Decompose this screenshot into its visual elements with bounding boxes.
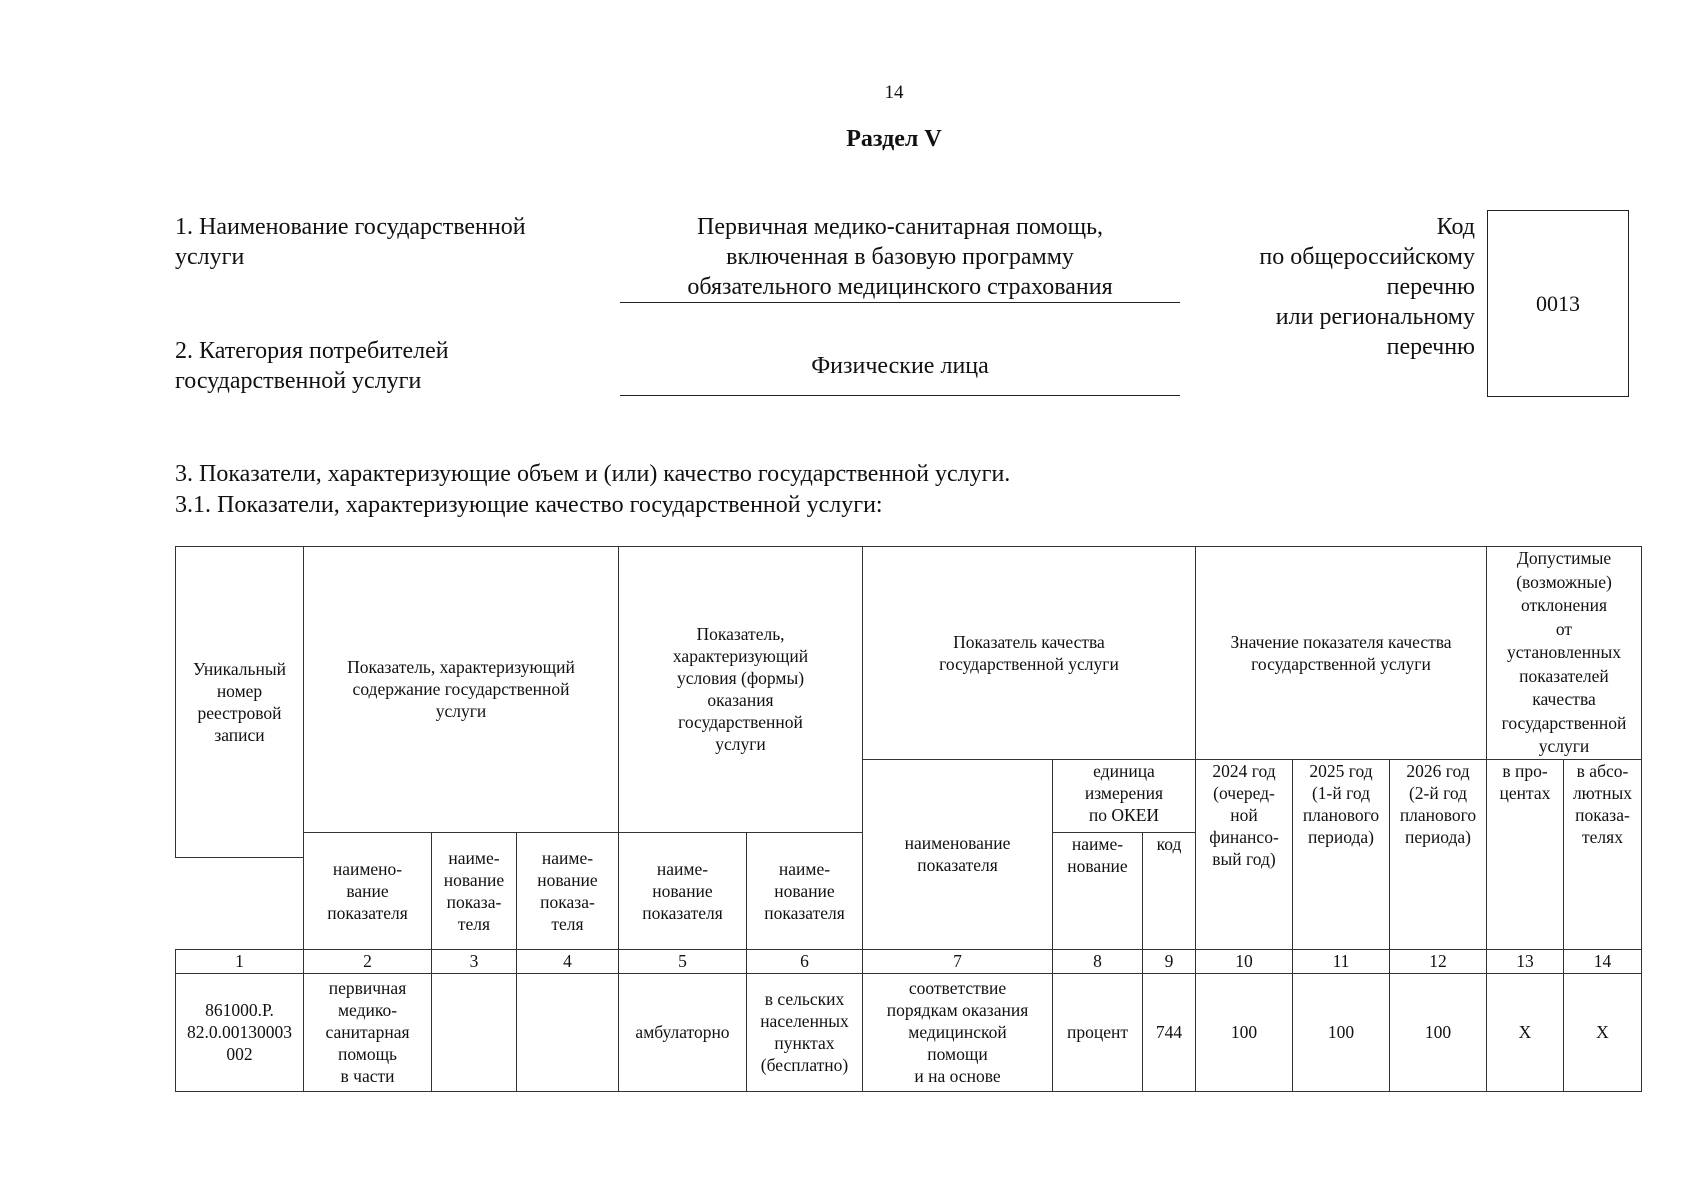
column-number: 13 xyxy=(1487,949,1564,973)
cell-text-line: вание xyxy=(346,880,389,901)
header-quality-value xyxy=(1196,547,1487,760)
cell-text-line: и на основе xyxy=(914,1066,1001,1086)
cell-text-line: санитарная xyxy=(325,1022,410,1042)
cell-text-line: услуги xyxy=(1538,736,1590,756)
header-year-2025 xyxy=(1293,759,1390,949)
cell-text-line: показа- xyxy=(540,891,595,912)
cell-text-line: Показатель, характеризующий xyxy=(347,657,575,678)
conditions-form-cell: амбулаторно xyxy=(619,973,747,1091)
column-number: 4 xyxy=(517,949,619,973)
cell-text-line: медицинской xyxy=(908,1022,1007,1042)
cell-text-line: порядкам оказания xyxy=(886,1000,1029,1020)
unit-name-cell: процент xyxy=(1053,973,1143,1091)
cell-text-line: единица xyxy=(1093,760,1155,781)
quality-indicator-name-cell xyxy=(863,973,1053,1091)
cell-text-line: оказания xyxy=(707,690,774,711)
cell-text-line: номер xyxy=(216,680,263,701)
label-line: услуги xyxy=(175,244,245,270)
header-sub-col4 xyxy=(517,832,619,949)
header-okei-code: код xyxy=(1143,832,1196,949)
header-in-percent xyxy=(1487,759,1564,949)
value-2025-cell: 100 xyxy=(1293,973,1390,1091)
cell-text-line: соответствие xyxy=(908,978,1007,998)
value-2024-cell: 100 xyxy=(1196,973,1293,1091)
indicators-subheading: 3.1. Показатели, характеризующие качество государственной услуги: xyxy=(175,492,883,518)
header-year-2024 xyxy=(1196,759,1293,949)
header-sub-col6 xyxy=(747,832,863,949)
cell-text-line: первичная xyxy=(328,978,407,998)
quality-indicators-table xyxy=(175,546,1642,1092)
cell-text-line: содержание государственной xyxy=(352,679,570,700)
cell-text-line: условия (формы) xyxy=(676,668,805,689)
table-row xyxy=(176,973,1642,1091)
registry-number-cell xyxy=(176,973,304,1091)
cell-text-line: государственной услуги xyxy=(1251,653,1431,674)
cell-text-line: в абсо- xyxy=(1576,760,1629,781)
cell-text-line: наимено- xyxy=(332,858,403,879)
column-number: 7 xyxy=(863,949,1053,973)
header-in-absolute xyxy=(1564,759,1642,949)
consumer-category-value: Физические лица xyxy=(811,353,989,379)
cell-text-line: государственной xyxy=(678,712,803,733)
code-label-line: Код xyxy=(1436,214,1475,240)
cell-text-line: (возможные) xyxy=(1516,571,1612,592)
column-number: 9 xyxy=(1143,949,1196,973)
cell-text-line: медико- xyxy=(337,1000,398,1020)
cell-text-line: (бесплатно) xyxy=(760,1055,849,1075)
cell-text-line: помощь xyxy=(337,1044,398,1064)
cell-text-line: телях xyxy=(1582,826,1623,847)
cell-text-line: наиме- xyxy=(778,858,831,879)
header-sub-col3 xyxy=(432,832,517,949)
cell-text-line: услуги xyxy=(435,701,487,722)
cell-text-line: в части xyxy=(340,1066,395,1086)
header-year-2026 xyxy=(1390,759,1487,949)
code-box xyxy=(1487,210,1629,397)
label-line: государственной услуги xyxy=(175,368,422,394)
header-quality-indicator xyxy=(863,547,1196,760)
value-line: Первичная медико-санитарная помощь, xyxy=(696,214,1104,240)
header-conditions-indicator xyxy=(619,547,863,833)
cell-text-line: 82.0.00130003 xyxy=(187,1022,292,1042)
cell-text-line: Показатель качества xyxy=(953,631,1105,652)
unit-code-cell: 744 xyxy=(1143,973,1196,1091)
cell-text-line: центах xyxy=(1499,782,1551,803)
header-okei-name xyxy=(1053,832,1143,949)
cell-text-line: наиме- xyxy=(448,847,500,868)
header-okei-unit xyxy=(1053,759,1196,832)
cell-text-line: периода) xyxy=(1405,826,1471,847)
section-title: Раздел V xyxy=(846,126,942,152)
cell-text-line: показателя xyxy=(764,902,845,923)
cell-text-line: (1-й год xyxy=(1311,782,1371,803)
column-number: 11 xyxy=(1293,949,1390,973)
header-unique-number xyxy=(176,547,304,858)
code-label-line: перечню xyxy=(1386,334,1475,360)
consumer-category-label xyxy=(175,336,595,396)
cell-text-line: 2024 год xyxy=(1212,760,1276,781)
cell-text-line: показа- xyxy=(446,891,502,912)
cell-text-line: нование xyxy=(774,880,835,901)
column-number: 1 xyxy=(176,949,304,973)
cell-text-line: услуги xyxy=(715,734,766,755)
deviation-percent-cell: X xyxy=(1487,973,1564,1091)
deviation-absolute-cell: X xyxy=(1564,973,1642,1091)
code-label xyxy=(1180,212,1475,362)
cell-text-line: реестровой xyxy=(197,702,282,723)
cell-text-line: (очеред- xyxy=(1213,782,1275,803)
cell-text-line: наиме- xyxy=(541,847,594,868)
label-line: 1. Наименование государственной xyxy=(175,214,526,240)
cell-text-line: характеризующий xyxy=(672,646,809,667)
service-name-label xyxy=(175,212,595,272)
cell-text-line: (2-й год xyxy=(1408,782,1468,803)
cell-text-line: теля xyxy=(457,913,491,934)
cell-text-line: Показатель, xyxy=(696,624,785,645)
cell-text-line: 2026 год xyxy=(1406,760,1470,781)
cell-text-line: периода) xyxy=(1308,826,1374,847)
cell-text-line: отклонения xyxy=(1520,595,1608,615)
value-line: включенная в базовую программу xyxy=(726,244,1074,270)
cell-text-line: наиме- xyxy=(656,858,709,879)
indicators-heading: 3. Показатели, характеризующие объем и (или) качество государственной услуги. xyxy=(175,461,1011,487)
code-label-line: или региональному xyxy=(1275,304,1475,330)
cell-text-line: в про- xyxy=(1502,760,1548,781)
cell-text-line: записи xyxy=(214,724,265,745)
column-number: 5 xyxy=(619,949,747,973)
cell-text-line: 861000.Р. xyxy=(205,1000,274,1020)
code-label-line: перечню xyxy=(1386,274,1475,300)
cell-text-line: планового xyxy=(1399,804,1477,825)
cell-text-line: в сельских xyxy=(764,989,845,1009)
cell-text-line: пунктах xyxy=(774,1033,835,1053)
cell-text-line: помощи xyxy=(927,1044,988,1064)
cell-text-line: нование xyxy=(652,880,713,901)
table-cell xyxy=(517,973,619,1091)
cell-text-line: по ОКЕИ xyxy=(1088,804,1160,825)
cell-text-line: нование xyxy=(1067,855,1128,876)
cell-text-line: наименование xyxy=(904,833,1011,853)
header-sub-col5 xyxy=(619,832,747,949)
cell-text-line: нование xyxy=(537,869,598,890)
column-number: 2 xyxy=(304,949,432,973)
column-number: 3 xyxy=(432,949,517,973)
cell-text-line: Допустимые xyxy=(1516,548,1612,568)
code-value: 0013 xyxy=(1536,290,1580,316)
cell-text-line: населенных xyxy=(760,1011,849,1031)
column-number: 14 xyxy=(1564,949,1642,973)
cell-text-line: лютных xyxy=(1572,782,1633,803)
cell-text-line: государственной услуги xyxy=(939,653,1119,674)
cell-text-line: установленных xyxy=(1506,642,1622,662)
cell-text-line: 2025 год xyxy=(1309,760,1373,781)
page-number: 14 xyxy=(884,82,904,103)
column-number: 6 xyxy=(747,949,863,973)
cell-text-line: Уникальный xyxy=(193,658,286,679)
consumer-category-underline xyxy=(620,395,1180,396)
cell-text-line: планового xyxy=(1302,804,1380,825)
column-number: 8 xyxy=(1053,949,1143,973)
code-label-line: по общероссийскому xyxy=(1259,244,1475,270)
table-cell xyxy=(432,973,517,1091)
cell-text-line: государственной xyxy=(1501,712,1627,733)
header-sub-col2 xyxy=(304,832,432,949)
header-indicator-name xyxy=(863,759,1053,949)
cell-text-line: финансо- xyxy=(1209,826,1279,847)
header-deviations xyxy=(1487,547,1642,760)
service-name-value xyxy=(620,212,1180,302)
cell-text-line: измерения xyxy=(1084,782,1164,803)
column-number: 10 xyxy=(1196,949,1293,973)
cell-text-line: показателя xyxy=(642,902,723,923)
cell-text-line: нование xyxy=(443,869,505,890)
value-line: обязательного медицинского страхования xyxy=(687,274,1113,300)
conditions-place-cell xyxy=(747,973,863,1091)
cell-text-line: от xyxy=(1555,618,1573,639)
cell-text-line: показа- xyxy=(1575,804,1630,825)
cell-text-line: показателя xyxy=(917,855,998,875)
column-number: 12 xyxy=(1390,949,1487,973)
value-2026-cell: 100 xyxy=(1390,973,1487,1091)
cell-text-line: наиме- xyxy=(1071,833,1124,854)
cell-text-line: Значение показателя качества xyxy=(1230,631,1452,652)
cell-text-line: теля xyxy=(551,913,584,934)
content-indicator-cell xyxy=(304,973,432,1091)
cell-text-line: качества xyxy=(1532,689,1596,709)
column-number-row xyxy=(176,949,1642,973)
cell-text-line: показателя xyxy=(327,902,408,923)
header-content-indicator xyxy=(304,547,619,833)
cell-text-line: ной xyxy=(1230,804,1258,825)
cell-text-line: вый год) xyxy=(1212,848,1276,869)
cell-text-line: показателей xyxy=(1519,665,1609,686)
cell-text-line: 002 xyxy=(226,1044,253,1064)
service-name-underline xyxy=(620,302,1180,303)
label-line: 2. Категория потребителей xyxy=(175,338,449,364)
